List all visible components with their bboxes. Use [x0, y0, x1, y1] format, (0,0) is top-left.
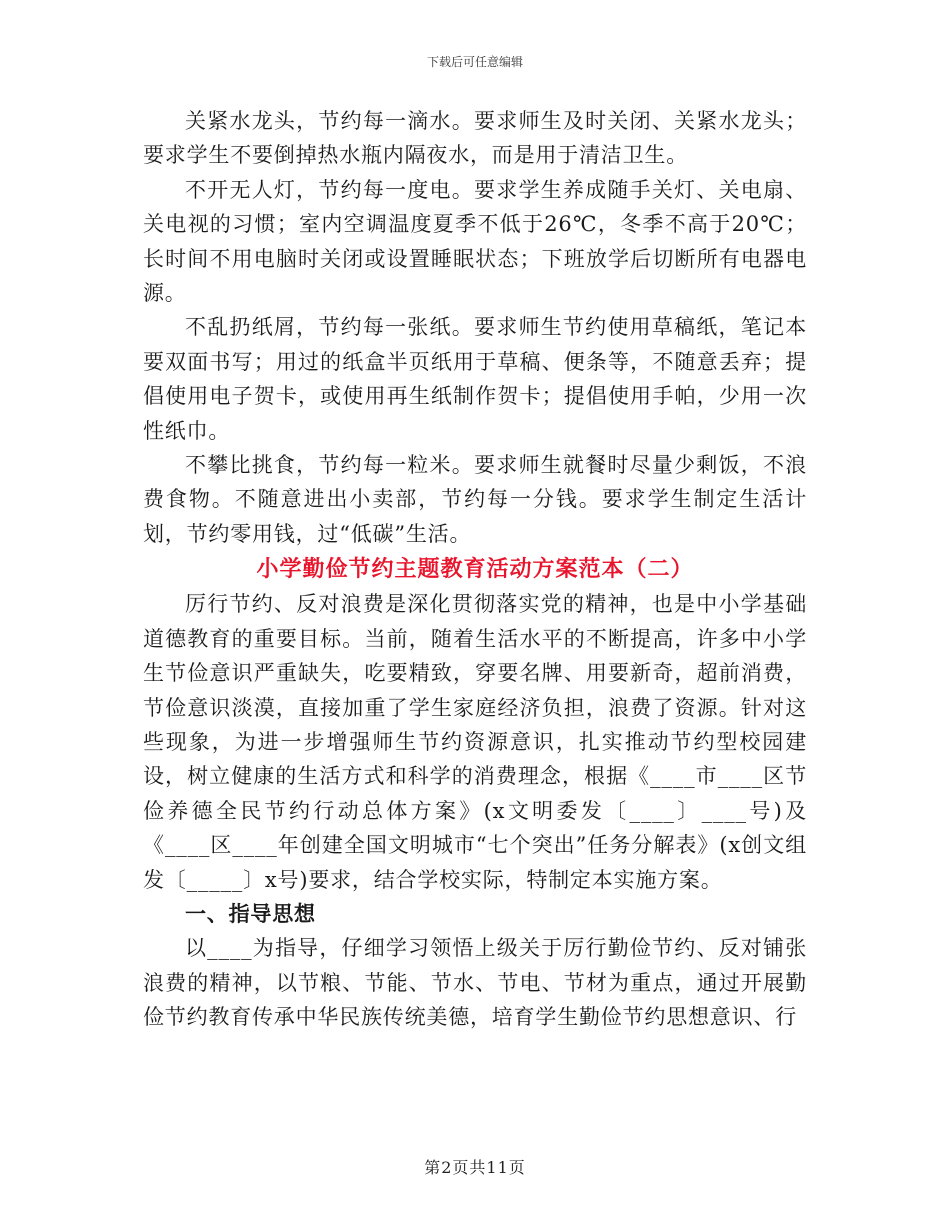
paragraph-food: 不攀比挑食，节约每一粒米。要求师生就餐时尽量少剩饭，不浪费食物。不随意进出小卖部，节约每一分钱。要求学生制定生活计划，节约零用钱，过“低碳”生活。: [143, 453, 807, 546]
document-body: [143, 104, 807, 1035]
paragraph-electricity: 不开无人灯，节约每一度电。要求学生养成随手关灯、关电扇、关电视的习惯；室内空调温度夏季不低于26℃，冬季不高于20℃；长时间不用电脑时关闭或设置睡眠状态；下班放学后切断所有电器电源。: [143, 177, 807, 306]
page-number: 第2页共11页: [424, 1158, 526, 1177]
paragraph-guiding-ideology: 以____为指导，仔细学习领悟上级关于厉行勤俭节约、反对铺张浪费的精神，以节粮、节能、节水、节电、节材为重点，通过开展勤俭节约教育传承中华民族传统美德，培育学生勤俭节约思想意识、行: [143, 936, 807, 1030]
document-title: 小学勤俭节约主题教育活动方案范本（二）: [256, 556, 694, 583]
paragraph-water: 关紧水龙头，节约每一滴水。要求师生及时关闭、关紧水龙头；要求学生不要倒掉热水瓶内隔夜水，而是用于清洁卫生。: [143, 109, 807, 168]
paragraph-paper: 不乱扔纸屑，节约每一张纸。要求师生节约使用草稿纸，笔记本要双面书写；用过的纸盒半页纸用于草稿、便条等，不随意丢弃；提倡使用电子贺卡，或使用再生纸制作贺卡；提倡使用手帕，少用一次性纸巾。: [143, 315, 807, 443]
header-note: 下载后可任意编辑: [426, 55, 523, 69]
section-heading-guiding-ideology: 一、指导思想: [185, 900, 316, 926]
paragraph-intro: 厉行节约、反对浪费是深化贯彻落实党的精神，也是中小学基础道德教育的重要目标。当前，随着生活水平的不断提高，许多中小学生节俭意识严重缺失，吃要精致，穿要名牌、用要新奇，超前消费，节俭意识淡漠，直接加重了学生家庭经济负担，浪费了资源。针对这些现象，为进一步增强师生节约资源意识，扎实推动节约型校园建设，树立健康的生活方式和科学的消费理念，根据《____市____区节俭养德全民节约行动总体方案》(x文明委发〔____〕____号)及《____区____年创建全国文明城市“七个突出”任务分解表》(x创文组发〔_____〕x号)要求，结合学校实际，特制定本实施方案。: [143, 592, 807, 892]
